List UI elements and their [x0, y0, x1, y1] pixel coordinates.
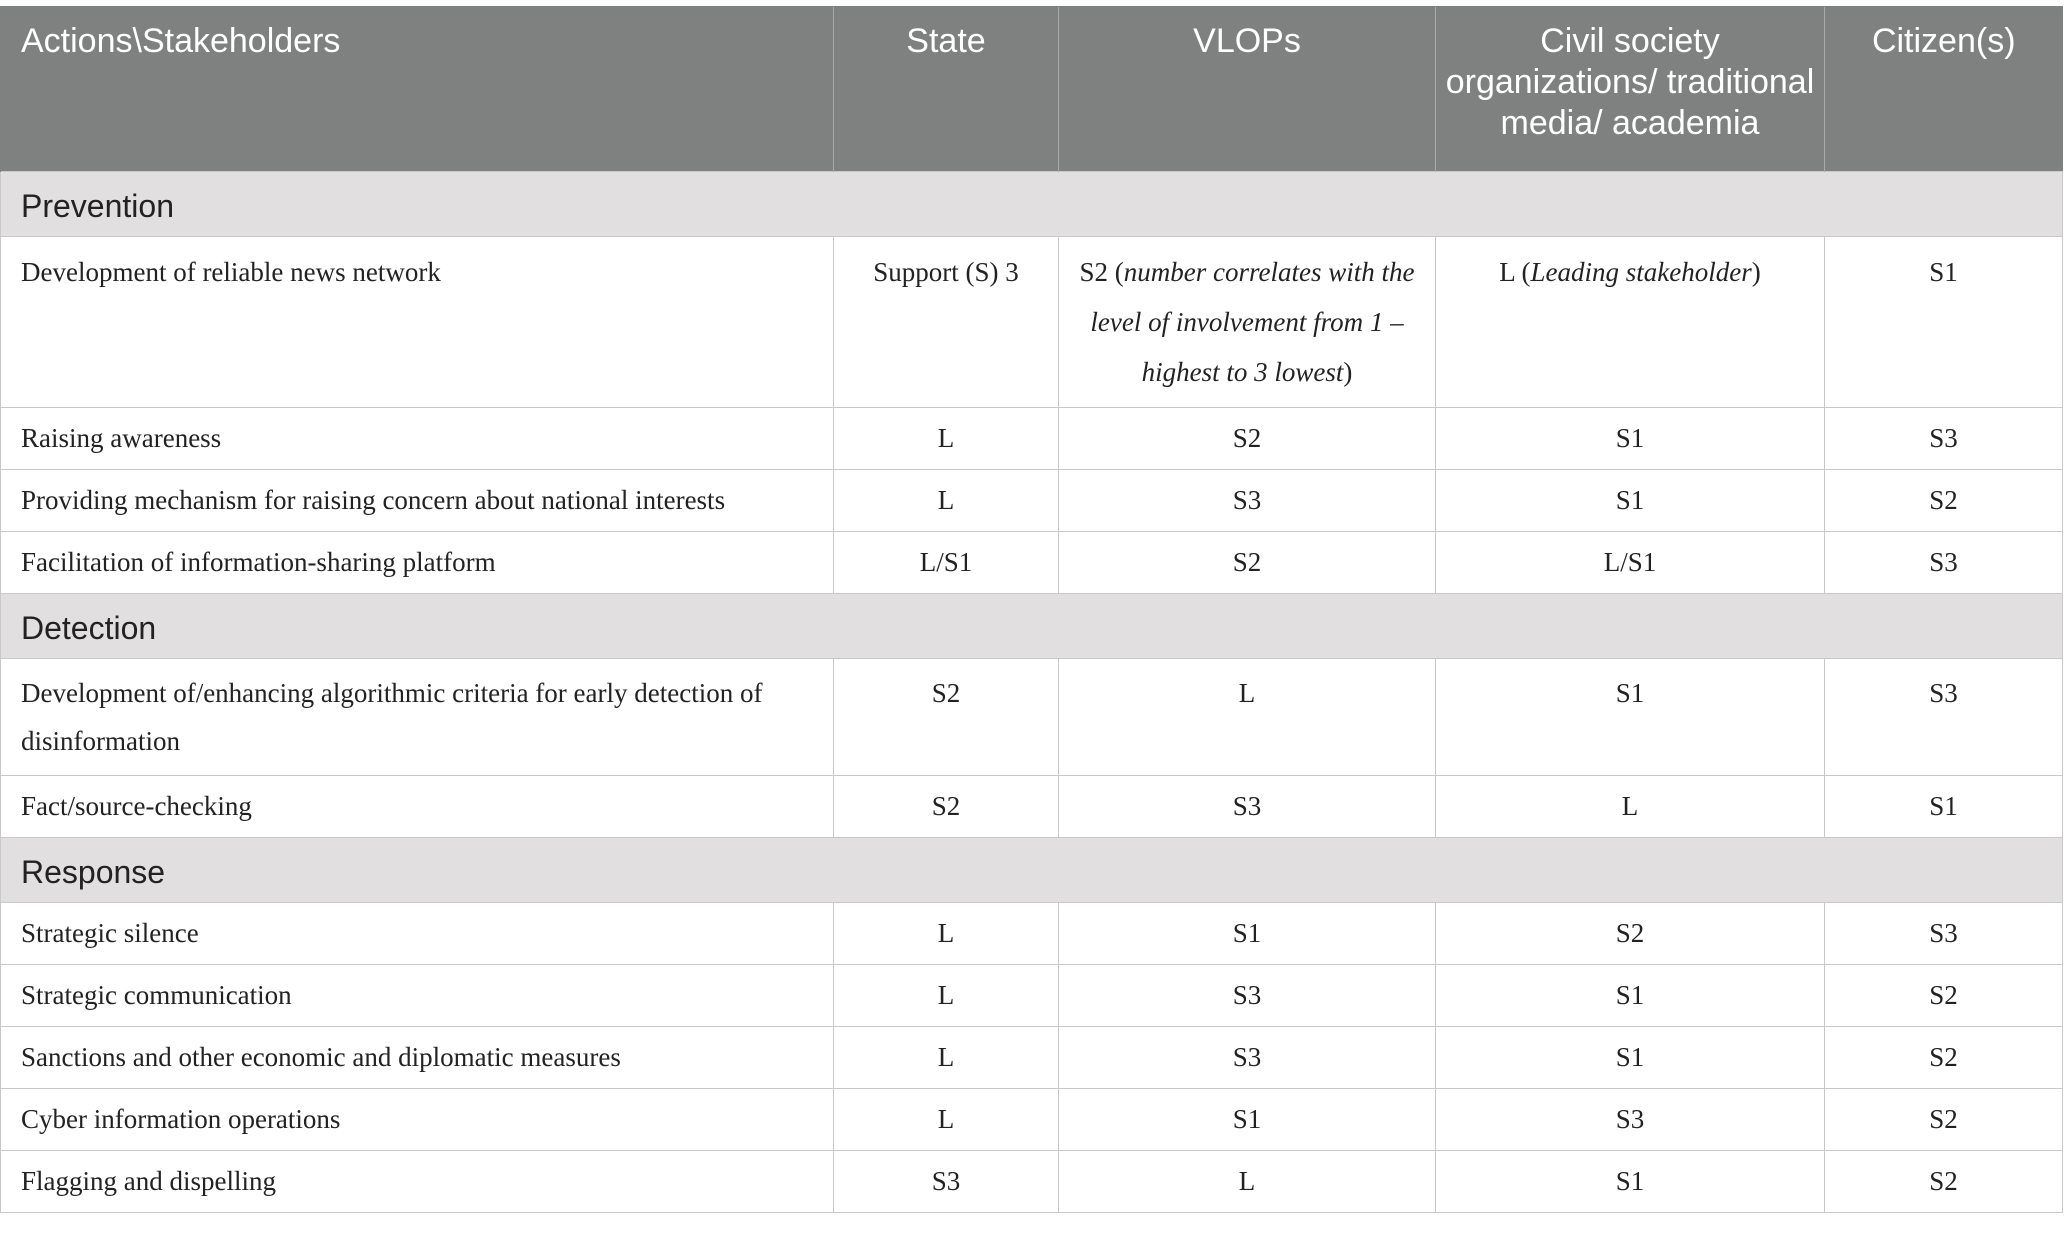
state-cell: L	[834, 965, 1059, 1027]
civil-cell: S1	[1436, 1027, 1825, 1089]
table-row	[1, 237, 2063, 408]
section-title: Prevention	[1, 172, 2063, 237]
civil-cell	[1436, 237, 1825, 408]
section-title: Detection	[1, 594, 2063, 659]
table-row	[1, 903, 2063, 965]
citizens-cell: S2	[1825, 1089, 2063, 1151]
action-cell: Fact/source-checking	[1, 776, 834, 838]
table-row	[1, 470, 2063, 532]
vlops-cell: S1	[1059, 903, 1436, 965]
citizens-cell: S1	[1825, 776, 2063, 838]
vlops-value: S2 (	[1079, 257, 1124, 287]
section-row-detection	[1, 594, 2063, 659]
state-cell: L	[834, 1027, 1059, 1089]
table-row	[1, 776, 2063, 838]
vlops-cell: L	[1059, 1151, 1436, 1213]
vlops-cell: S1	[1059, 1089, 1436, 1151]
civil-cell: S1	[1436, 470, 1825, 532]
vlops-cell	[1059, 237, 1436, 408]
stakeholder-actions-table	[0, 6, 2063, 1213]
action-cell: Flagging and dispelling	[1, 1151, 834, 1213]
state-cell: L/S1	[834, 532, 1059, 594]
civil-cell: L	[1436, 776, 1825, 838]
civil-cell: S1	[1436, 1151, 1825, 1213]
action-cell: Providing mechanism for raising concern about national interests	[1, 470, 834, 532]
civil-cell: S3	[1436, 1089, 1825, 1151]
vlops-note: number correlates with the level of involvement from 1 – highest to 3 lowest	[1090, 257, 1415, 387]
civil-cell: S1	[1436, 659, 1825, 776]
civil-value: L (	[1499, 257, 1531, 287]
vlops-cell: S2	[1059, 408, 1436, 470]
table-header	[1, 7, 2063, 172]
action-cell: Development of reliable news network	[1, 237, 834, 408]
state-cell: Support (S) 3	[834, 237, 1059, 408]
table-body	[1, 172, 2063, 1213]
action-cell: Cyber information operations	[1, 1089, 834, 1151]
civil-close: )	[1751, 257, 1761, 287]
vlops-cell: S3	[1059, 776, 1436, 838]
section-row-response	[1, 838, 2063, 903]
citizens-cell: S2	[1825, 1151, 2063, 1213]
vlops-cell: S3	[1059, 1027, 1436, 1089]
header-vlops: VLOPs	[1059, 7, 1436, 172]
state-cell: L	[834, 903, 1059, 965]
header-row	[1, 7, 2063, 172]
action-cell: Strategic communication	[1, 965, 834, 1027]
state-cell: L	[834, 408, 1059, 470]
civil-cell: S1	[1436, 408, 1825, 470]
civil-cell: S2	[1436, 903, 1825, 965]
citizens-cell: S3	[1825, 532, 2063, 594]
citizens-cell: S2	[1825, 965, 2063, 1027]
vlops-close: )	[1343, 357, 1353, 387]
citizens-cell: S2	[1825, 470, 2063, 532]
vlops-cell: L	[1059, 659, 1436, 776]
action-cell: Strategic silence	[1, 903, 834, 965]
civil-note: Leading stakeholder	[1530, 257, 1752, 287]
vlops-cell: S3	[1059, 470, 1436, 532]
header-state: State	[834, 7, 1059, 172]
action-cell: Raising awareness	[1, 408, 834, 470]
vlops-cell: S3	[1059, 965, 1436, 1027]
state-cell: L	[834, 470, 1059, 532]
action-cell: Facilitation of information-sharing platform	[1, 532, 834, 594]
state-cell: S2	[834, 659, 1059, 776]
header-actions-stakeholders: Actions\Stakeholders	[1, 7, 834, 172]
state-cell: S3	[834, 1151, 1059, 1213]
table-row	[1, 532, 2063, 594]
state-cell: L	[834, 1089, 1059, 1151]
state-cell: S2	[834, 776, 1059, 838]
section-row-prevention	[1, 172, 2063, 237]
table-row	[1, 1027, 2063, 1089]
header-civil-society: Civil society organizations/ traditional media/ academia	[1436, 7, 1825, 172]
action-cell: Development of/enhancing algorithmic criteria for early detection of disinformation	[1, 659, 834, 776]
vlops-cell: S2	[1059, 532, 1436, 594]
civil-cell: L/S1	[1436, 532, 1825, 594]
table-row	[1, 1089, 2063, 1151]
civil-cell: S1	[1436, 965, 1825, 1027]
citizens-cell: S2	[1825, 1027, 2063, 1089]
table-row	[1, 408, 2063, 470]
citizens-cell: S3	[1825, 903, 2063, 965]
table-row	[1, 659, 2063, 776]
action-cell: Sanctions and other economic and diplomatic measures	[1, 1027, 834, 1089]
table-row	[1, 965, 2063, 1027]
section-title: Response	[1, 838, 2063, 903]
citizens-cell: S3	[1825, 659, 2063, 776]
citizens-cell: S1	[1825, 237, 2063, 408]
citizens-cell: S3	[1825, 408, 2063, 470]
table-row	[1, 1151, 2063, 1213]
header-citizens: Citizen(s)	[1825, 7, 2063, 172]
